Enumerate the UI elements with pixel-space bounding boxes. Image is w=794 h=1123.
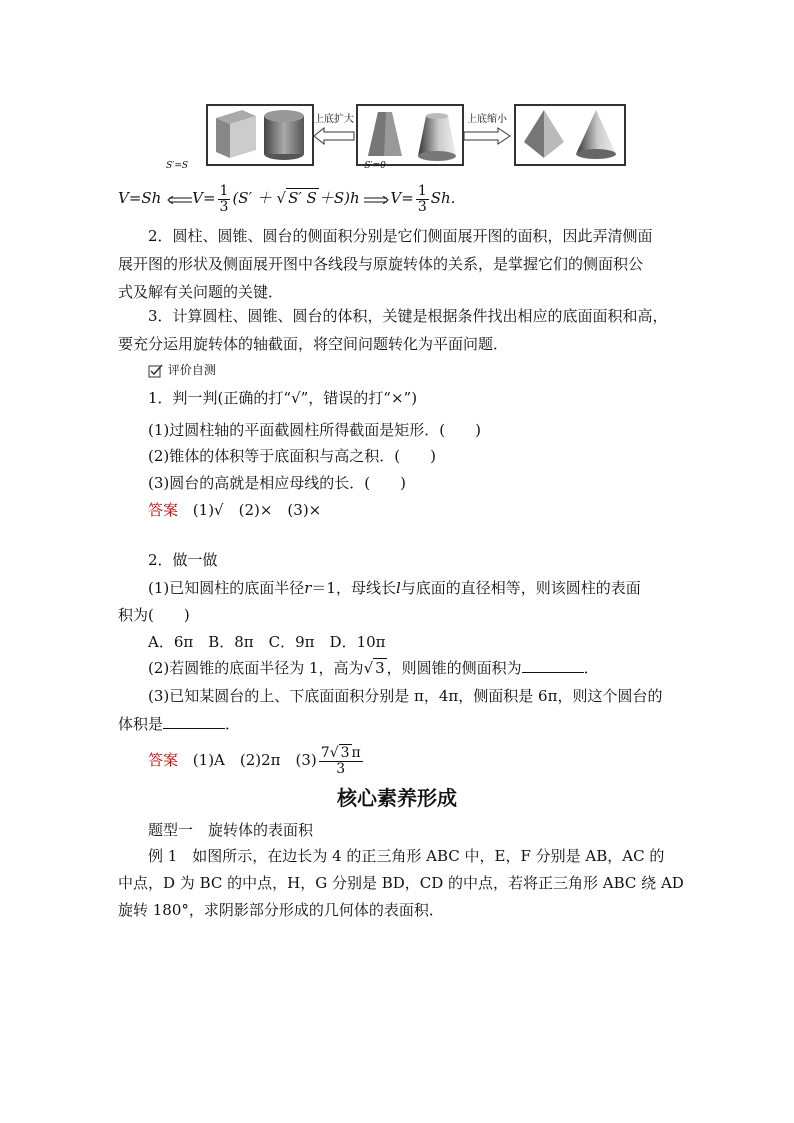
formula-sqrt: √ S′ S [276,189,317,207]
para3-line2: 要充分运用旋转体的轴截面，将空间问题转化为平面问题． [118,335,509,353]
q2-item1: (1)已知圆柱的底面半径r＝1，母线长l与底面的直径相等，则该圆柱的表面 [148,579,641,597]
formula-cond2-arrow [364,161,390,217]
q2-item2-blank[interactable] [522,658,584,673]
formula-v2: V= [192,189,216,207]
example-line3: 旋转 180°，求阴影部分形成的几何体的表面积． [118,901,444,919]
formula-cond1: S′=S [166,161,189,171]
formula-v1: V=Sh [118,189,162,207]
prism-cylinder-icon [208,106,312,164]
self-test-label: 评价自测 [167,363,216,377]
para2-line2: 展开图的形状及侧面展开图中各线段与原旋转体的关系，是掌握它们的侧面积公 [118,255,644,273]
q2-item1-options: A．6π B．8π C．9π D．10π [148,633,386,651]
para2-line3: 式及解有关问题的关键． [118,283,284,301]
formula-cond1-arrow [166,161,192,217]
right-arrow [462,110,512,146]
q2-item3-cont: 体积是 ． [118,715,241,733]
formula-frac2: $\frac{1}{3}$ [417,182,427,215]
formula-v3: V= [390,189,414,207]
right-double-arrow-icon [364,196,390,204]
answer2-text: (1)A (2)2π (3) [192,751,317,769]
example-line1: 例 1 如图所示，在边长为 4 的正三角形 ABC 中，E，F 分别是 AB，AC 的 [148,847,665,865]
q2-item1-cont: 积为( ) [118,606,190,624]
type-title: 题型一 旋转体的表面积 [148,821,314,839]
section-heading: 核心素养形成 [337,786,457,810]
q2-title: 2．做一做 [148,551,218,569]
formula-end: Sh. [430,189,456,207]
left-arrow-label: 上底扩大 [314,114,354,125]
left-arrow [312,110,356,146]
figure-pyramid-cone [514,104,626,166]
q2-item2: (2)若圆锥的底面半径为 1，高为√ 3 ，则圆锥的侧面积为 ． [148,659,599,677]
para2-line1: 2．圆柱、圆锥、圆台的侧面积分别是它们侧面展开图的面积，因此弄清侧面 [148,227,653,245]
answer1 [148,500,321,520]
q2-item3-blank[interactable] [163,714,225,729]
answer1-text: (1)√ (2)× (3)× [192,501,322,519]
right-arrow-label: 上底缩小 [467,114,507,125]
sqrt3: √ 3 [363,659,385,677]
figure-frustums [356,104,464,166]
formula-cond2: S′=0 [364,161,386,171]
formula-frac1: $\frac{1}{3}$ [219,182,229,215]
q1-item3: (3)圆台的高就是相应母线的长．( ) [148,474,406,492]
para3-line1: 3．计算圆柱、圆锥、圆台的体积，关键是根据条件找出相应的底面面积和高， [148,307,668,325]
answer2 [148,740,365,780]
figure-prism-cylinder [206,104,314,166]
frustum-icon [358,106,462,164]
formula-mid2: ＋S)h [318,189,360,207]
pencil-check-icon [148,364,164,378]
formula-mid1: (S′ ＋ [232,189,272,207]
q1-item1: (1)过圆柱轴的平面截圆柱所得截面是矩形．( ) [148,421,481,439]
answer2-label: 答案 [148,751,179,769]
example-line2: 中点，D 为 BC 的中点，H，G 分别是 BD，CD 的中点，若将正三角形 ABC 绕 AD [118,874,684,892]
q1-item2: (2)锥体的体积等于底面积与高之积．( ) [148,447,436,465]
self-test-header [148,360,216,380]
q1-title: 1．判一判(正确的打“√”，错误的打“×”) [148,389,418,407]
q2-item3: (3)已知某圆台的上、下底面面积分别是 π，4π，侧面积是 6π，则这个圆台的 [148,687,663,705]
volume-formula [118,161,456,216]
answer2-frac: $\frac{7√ 3 \pi}{3}$ [320,744,361,777]
pyramid-cone-icon [516,106,624,164]
double-arrow-icon [166,196,192,204]
answer1-label: 答案 [148,501,179,519]
